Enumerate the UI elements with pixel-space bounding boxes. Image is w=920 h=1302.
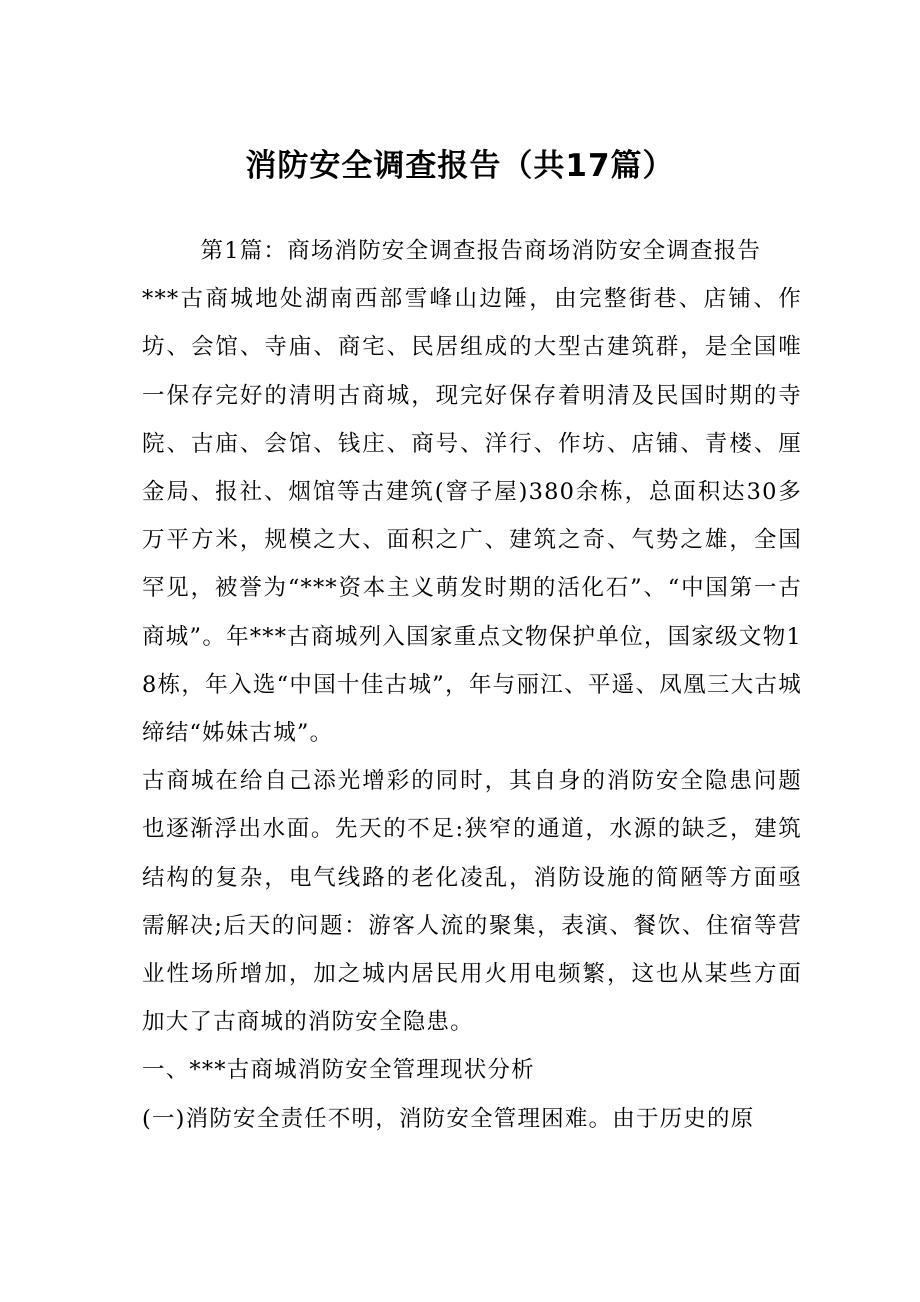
document-body: [142, 227, 802, 1143]
paragraph-intro: ***古商城地处湖南西部雪峰山边陲，由完整街巷、店铺、作坊、会馆、寺庙、商宅、民居组成的大型古建筑群，是全国唯一保存完好的清明古商城，现完好保存着明清及民国时期的寺院、古庙、会馆、钱庄、商号、洋行、作坊、店铺、青楼、厘金局、报社、烟馆等古建筑(窨子屋)380余栋，总面积达30多万平方米，规模之大、面积之广、建筑之奇、气势之雄，全国罕见，被誉为“***资本主义萌发时期的活化石”、“中国第一古商城”。年***古商城列入国家重点文物保护单位，国家级文物18栋，年入选“中国十佳古城”，年与丽江、平遥、凤凰三大古城缔结“姊妹古城”。: [142, 286, 802, 747]
section-heading: 一、***古商城消防安全管理现状分析: [142, 1057, 535, 1084]
document-title: 消防安全调查报告（共17篇）: [245, 148, 675, 184]
paragraph-subsection: (一)消防安全责任不明，消防安全管理困难。由于历史的原: [142, 1105, 755, 1132]
paragraph-hazards: 古商城在给自己添光增彩的同时，其自身的消防安全隐患问题也逐渐浮出水面。先天的不足:狭窄的通道，水源的缺乏，建筑结构的复杂，电气线路的老化凌乱，消防设施的简陋等方面亟需解决;后天的问题：游客人流的聚集，表演、餐饮、住宿等营业性场所增加，加之城内居民用火用电频繁，这也从某些方面加大了古商城的消防安全隐患。: [142, 768, 802, 1036]
paragraph-chapter-heading: 第1篇：商场消防安全调查报告商场消防安全调查报告: [200, 238, 762, 264]
